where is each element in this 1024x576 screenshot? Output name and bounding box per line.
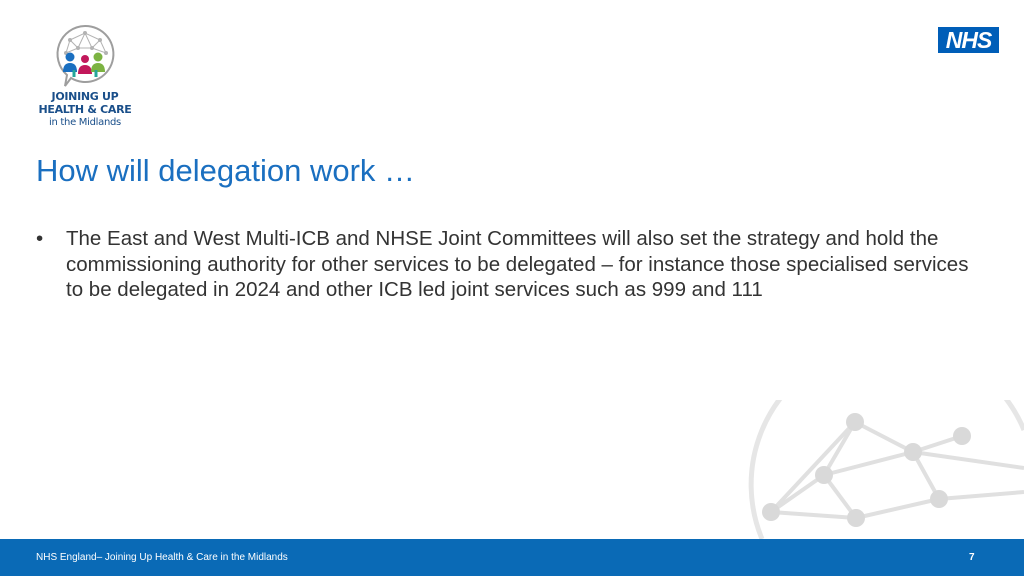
page-number: 7	[969, 552, 975, 563]
bullet-marker: •	[36, 227, 44, 250]
people-network-logo-icon	[30, 20, 140, 90]
logo-line-3: in the Midlands	[49, 117, 121, 128]
logo-line-1: JOINING UP	[51, 90, 119, 103]
nhs-logo: NHS	[938, 27, 999, 53]
slide-title: How will delegation work …	[36, 153, 416, 188]
joining-up-logo	[30, 20, 140, 135]
footer-bar	[0, 539, 1024, 576]
bullet-list	[36, 226, 986, 303]
bullet-item	[36, 226, 986, 303]
bullet-text: The East and West Multi-ICB and NHSE Joint Committees will also set the strategy and hold the commissioning authority for other services to be delegated – for instance those specialised services to be delegated in 2024 and other ICB led joint services such as 999 and 111	[66, 227, 969, 301]
logo-line-2: HEALTH & CARE	[38, 103, 132, 116]
network-globe-icon	[740, 400, 1024, 539]
footer-text: NHS England– Joining Up Health & Care in the Midlands	[36, 552, 288, 563]
